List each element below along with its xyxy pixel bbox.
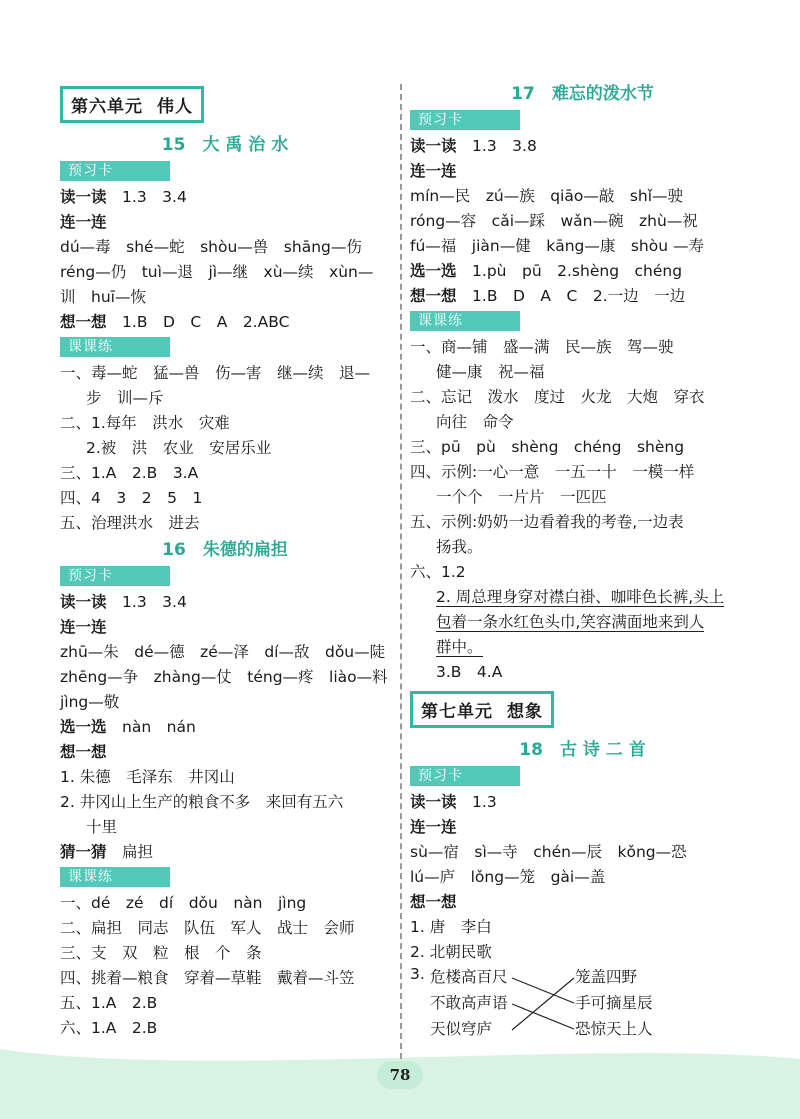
match-row: zhū—朱 dé—德 zé—泽 dí—敌 dǒu—陡 (60, 643, 386, 661)
underlined-text: 2. 周总理身穿对襟白褂、咖啡色长裤,头上 (436, 588, 725, 606)
answer-line: 一、商—铺 盛—满 民—族 驾—驶 (410, 338, 674, 356)
read-aloud-value: 1.3 3.4 (122, 188, 187, 206)
poem-right-line: 手可摘星辰 (575, 994, 653, 1012)
column-divider (400, 84, 402, 1059)
guess-value: 扁担 (122, 843, 154, 861)
practice-tag: 课课练 (410, 311, 520, 331)
answer-line: 三、1.A 2.B 3.A (60, 464, 199, 482)
page-number: 78 (377, 1061, 423, 1089)
unit-six-number: 第六单元 (71, 97, 143, 117)
answer-line: 向往 命令 (436, 413, 514, 431)
choose-row (410, 259, 755, 284)
preview-card-tag: 预习卡 (410, 110, 520, 130)
read-aloud-label: 读一读 (60, 188, 107, 206)
match-label: 连一连 (410, 818, 457, 836)
answer-line: 3.B 4.A (436, 663, 503, 681)
answer-line: 六、1.A 2.B (60, 1019, 158, 1037)
underlined-text: 包着一条水红色头巾,笑容满面地来到人 (436, 613, 705, 631)
answer-line: 五、示例:奶奶一边看着我的考卷,一边表 (410, 513, 684, 531)
unit-six-heading (60, 86, 204, 123)
lesson-18-title: 18 古 诗 二 首 (519, 740, 646, 760)
match-label: 连一连 (410, 162, 457, 180)
read-aloud-label: 读一读 (60, 593, 107, 611)
think-row (60, 310, 390, 335)
answer-line: 二、扁担 同志 队伍 军人 战士 会师 (60, 919, 355, 937)
answer-line: 1. 朱德 毛泽东 井冈山 (60, 768, 235, 786)
match-row: zhēng—争 zhàng—仗 téng—疼 liào—料 (60, 668, 388, 686)
answer-line: 2.被 洪 农业 安居乐业 (86, 439, 272, 457)
read-aloud-label: 读一读 (410, 793, 457, 811)
read-aloud-row (410, 790, 755, 815)
poem-left-line: 天似穹庐 (430, 1020, 493, 1038)
answer-line: 一个个 一片片 一匹匹 (436, 488, 607, 506)
match-row: róng—容 cǎi—踩 wǎn—碗 zhù—祝 (410, 212, 698, 230)
match-label: 连一连 (60, 618, 107, 636)
read-aloud-row (410, 134, 755, 159)
choose-row (60, 715, 390, 740)
answer-line: 三、pū pù shèng chéng shèng (410, 438, 685, 456)
underlined-text: 群中。 (436, 638, 483, 656)
answer-line: 步 训—斥 (86, 389, 164, 407)
unit-seven-number: 第七单元 (421, 702, 493, 722)
lesson-15-title: 15 大 禹 治 水 (161, 135, 289, 155)
answer-line: 2. 井冈山上生产的粮食不多 来回有五六 (60, 793, 344, 811)
poem-right-line: 恐惊天上人 (575, 1020, 653, 1038)
answer-line: 四、示例:一心一意 一五一十 一模一样 (410, 463, 695, 481)
answer-line: 2. 北朝民歌 (410, 943, 492, 961)
match-row: sù—宿 sì—寺 chén—辰 kǒng—恐 (410, 843, 687, 861)
think-label: 想一想 (60, 313, 107, 331)
think-label: 想一想 (410, 893, 457, 911)
answer-line: 三、支 双 粒 根 个 条 (60, 944, 262, 962)
match-line (512, 978, 574, 1003)
answer-line: 一、dé zé dí dǒu nàn jìng (60, 894, 307, 912)
match-row: mín—民 zú—族 qiāo—敲 shǐ—驶 (410, 187, 684, 205)
match-row: dú—毒 shé—蛇 shòu—兽 shāng—伤 (60, 238, 362, 256)
match-line (512, 978, 574, 1030)
think-label: 想一想 (410, 287, 457, 305)
answer-line: 二、忘记 泼水 度过 火龙 大炮 穿衣 (410, 388, 705, 406)
poem-number: 3. (410, 965, 425, 983)
choose-label: 选一选 (410, 262, 457, 280)
match-row: fú—福 jiàn—健 kāng—康 shòu —寿 (410, 237, 704, 255)
choose-value: nàn nán (122, 718, 196, 736)
answer-line: 一、毒—蛇 猛—兽 伤—害 继—续 退— (60, 364, 371, 382)
right-column (410, 80, 755, 1045)
read-aloud-value: 1.3 3.4 (122, 593, 187, 611)
underlined-answer (410, 635, 755, 660)
left-column (60, 80, 390, 1041)
choose-value: 1.pù pū 2.shèng chéng (472, 262, 683, 280)
match-row: lú—庐 lǒng—笼 gài—盖 (410, 868, 606, 886)
match-line (512, 1004, 574, 1029)
poem-left-line: 不敢高声语 (430, 994, 508, 1012)
answer-line: 六、1.2 (410, 563, 466, 581)
answer-line: 1. 唐 李白 (410, 918, 492, 936)
answer-line: 扬我。 (436, 538, 483, 556)
preview-card-tag: 预习卡 (60, 566, 170, 586)
answer-line: 四、4 3 2 5 1 (60, 489, 203, 507)
read-aloud-row (60, 185, 390, 210)
practice-tag: 课课练 (60, 867, 170, 887)
match-row: réng—仍 tuì—退 jì—继 xù—续 xùn— (60, 263, 374, 281)
poem-matching (410, 965, 755, 1045)
think-value: 1.B D A C 2.一边 一边 (472, 287, 686, 305)
match-row: jìng—敬 (60, 693, 120, 711)
poem-left-line: 危楼高百尺 (430, 968, 508, 986)
answer-line: 健—康 祝—福 (436, 363, 545, 381)
match-row: 训 huī—恢 (60, 288, 146, 306)
unit-six-theme: 伟人 (157, 97, 193, 117)
think-row (410, 284, 755, 309)
think-label: 想一想 (60, 743, 107, 761)
think-value: 1.B D C A 2.ABC (122, 313, 290, 331)
preview-card-tag: 预习卡 (410, 766, 520, 786)
guess-row (60, 840, 390, 865)
poem-right-line: 笼盖四野 (575, 968, 638, 986)
choose-label: 选一选 (60, 718, 107, 736)
preview-card-tag: 预习卡 (60, 161, 170, 181)
practice-tag: 课课练 (60, 337, 170, 357)
underlined-answer (410, 585, 755, 610)
answer-line: 五、治理洪水 进去 (60, 514, 200, 532)
lesson-17-title: 17 难忘的泼水节 (511, 84, 654, 104)
match-label: 连一连 (60, 213, 107, 231)
answer-line: 五、1.A 2.B (60, 994, 158, 1012)
matching-lines (510, 965, 576, 1045)
answer-line: 十里 (86, 818, 118, 836)
read-aloud-value: 1.3 (472, 793, 497, 811)
read-aloud-row (60, 590, 390, 615)
unit-seven-theme: 想象 (507, 702, 543, 722)
lesson-16-title: 16 朱德的扁担 (162, 540, 288, 560)
underlined-answer (410, 610, 755, 635)
guess-label: 猜一猜 (60, 843, 107, 861)
answer-line: 四、挑着—粮食 穿着—草鞋 戴着—斗笠 (60, 969, 355, 987)
read-aloud-label: 读一读 (410, 137, 457, 155)
answer-line: 二、1.每年 洪水 灾难 (60, 414, 230, 432)
unit-seven-heading (410, 691, 554, 728)
read-aloud-value: 1.3 3.8 (472, 137, 537, 155)
